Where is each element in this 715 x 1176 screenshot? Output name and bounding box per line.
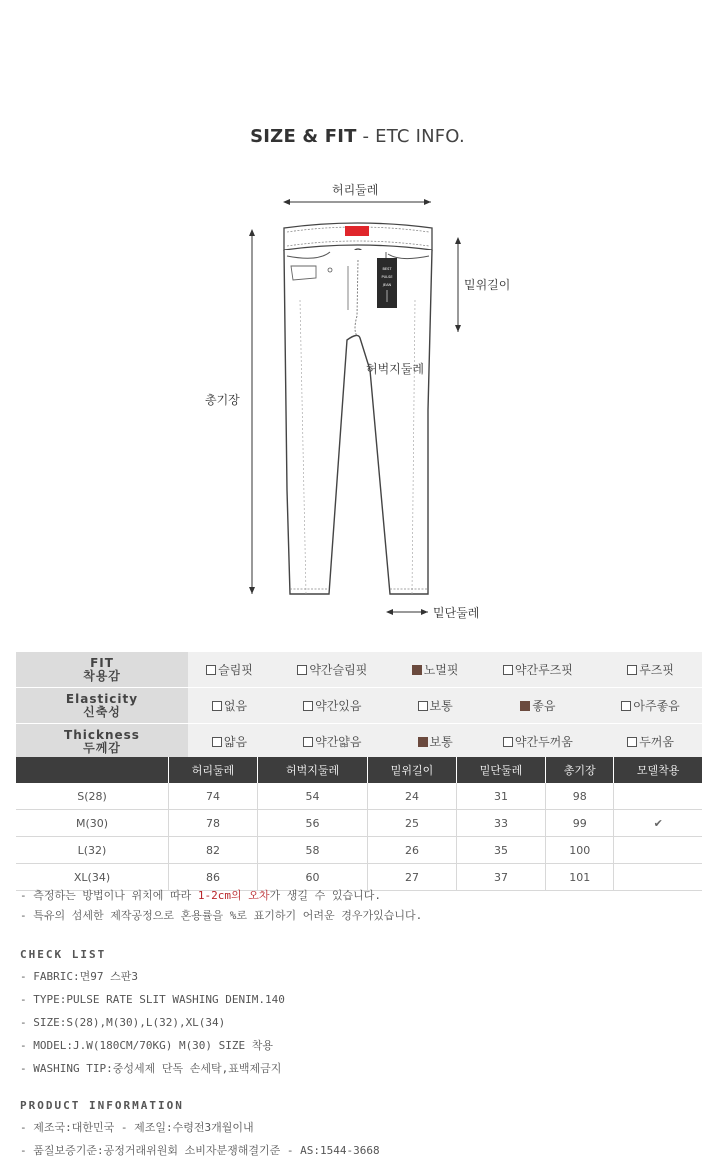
length-label: 총기장 [205, 393, 240, 407]
model-cell [614, 864, 702, 891]
option-label: 좋음 [532, 699, 556, 713]
model-cell [614, 783, 702, 810]
thickness-row [16, 724, 702, 760]
value-cell: 82 [169, 837, 258, 864]
fit-table [16, 652, 702, 760]
title-light: - ETC INFO. [356, 126, 465, 147]
table-row [16, 783, 702, 810]
note-text: 가 생길 수 있습니다. [269, 889, 381, 902]
thigh-label: 허벅지둘레 [366, 362, 424, 376]
thickness-option [188, 724, 271, 760]
checked-box-icon [412, 665, 422, 675]
list-item: - FABRIC:면97 스판3 [20, 970, 138, 983]
elasticity-option [477, 688, 600, 724]
option-label: 약간슬림핏 [309, 663, 368, 677]
note-text: - 측정하는 방법이나 위치에 따라 [20, 889, 198, 902]
value-cell: 100 [546, 837, 614, 864]
thickness-option [599, 724, 702, 760]
size-table [16, 757, 702, 891]
checkbox-icon [206, 665, 216, 675]
table-row [16, 810, 702, 837]
header-cell [16, 757, 169, 783]
value-cell: 37 [457, 864, 546, 891]
thickness-label-ko: 두께감 [83, 740, 121, 755]
note-highlight: 1-2cm의 오차 [197, 889, 270, 902]
value-cell: 35 [457, 837, 546, 864]
value-cell: 99 [546, 810, 614, 837]
header-cell: 총기장 [546, 757, 614, 783]
thickness-option [394, 724, 477, 760]
checkbox-icon [303, 737, 313, 747]
list-item: - MODEL:J.W(180CM/70KG) M(30) SIZE 착용 [20, 1039, 274, 1052]
pants-diagram [0, 170, 715, 640]
list-item: - WASHING TIP:중성세제 단독 손세탁,표백제금지 [20, 1062, 282, 1075]
value-cell: 27 [367, 864, 456, 891]
tag-line-2: PULSE [381, 275, 393, 279]
option-label: 아주좋음 [633, 699, 680, 713]
thickness-option [477, 724, 600, 760]
check-list-title: CHECK LIST [20, 948, 107, 961]
option-label: 두꺼움 [639, 735, 674, 749]
value-cell: 54 [258, 783, 368, 810]
fit-option [271, 652, 394, 688]
section-title [0, 126, 715, 147]
value-cell: 78 [169, 810, 258, 837]
fit-option [477, 652, 600, 688]
option-label: 얇음 [223, 735, 248, 749]
thickness-label-en: Thickness [64, 727, 140, 742]
value-cell: 60 [258, 864, 368, 891]
option-label: 약간두꺼움 [514, 735, 573, 749]
option-label: 약간얇음 [315, 735, 362, 749]
table-row [16, 837, 702, 864]
tag-line-1: BEST [382, 267, 392, 271]
checkbox-icon [418, 701, 428, 711]
checkbox-icon [297, 665, 307, 675]
measurement-notes [20, 886, 422, 926]
checkbox-icon [503, 737, 513, 747]
elasticity-option [599, 688, 702, 724]
note-line: - 특유의 섬세한 제작공정으로 혼용률을 %로 표기하기 어려운 경우가있습니다. [20, 909, 423, 922]
size-cell: S(28) [16, 783, 169, 810]
header-cell: 허리둘레 [169, 757, 258, 783]
value-cell: 56 [258, 810, 368, 837]
checkbox-icon [627, 737, 637, 747]
value-cell: 101 [546, 864, 614, 891]
option-label: 노멀핏 [423, 663, 459, 677]
note-line [20, 886, 422, 906]
elasticity-option [394, 688, 477, 724]
value-cell: 58 [258, 837, 368, 864]
elasticity-label-en: Elasticity [65, 691, 139, 706]
option-label: 슬림핏 [218, 663, 253, 677]
product-info-list [20, 1116, 380, 1162]
option-label: 없음 [223, 699, 248, 713]
option-label: 약간루즈핏 [514, 663, 573, 677]
model-cell [614, 837, 702, 864]
size-cell: M(30) [16, 810, 169, 837]
header-cell: 밑위길이 [367, 757, 456, 783]
model-check-icon: ✔ [614, 810, 702, 837]
thickness-option [271, 724, 394, 760]
checkbox-icon [303, 701, 313, 711]
thickness-row-head [16, 724, 188, 760]
list-item: - 제조국:대한민국 - 제조일:수령전3개월이내 [20, 1121, 254, 1134]
value-cell: 25 [367, 810, 456, 837]
checkbox-icon [621, 701, 631, 711]
fit-option [599, 652, 702, 688]
elasticity-option [188, 688, 271, 724]
elasticity-label-ko: 신축성 [83, 704, 121, 719]
waist-label: 허리둘레 [332, 183, 379, 197]
checkbox-icon [212, 701, 222, 711]
checkbox-icon [627, 665, 637, 675]
list-item: - TYPE:PULSE RATE SLIT WASHING DENIM.140 [20, 993, 285, 1006]
checked-box-icon [520, 701, 530, 711]
option-label: 약간있음 [315, 699, 362, 713]
fit-row-head [16, 652, 188, 688]
product-info-title: PRODUCT INFORMATION [20, 1099, 184, 1112]
title-strong: SIZE & FIT [250, 126, 357, 147]
tag-line-3: JEAN [382, 283, 392, 287]
fit-label-ko: 착용감 [83, 668, 121, 683]
fit-option [394, 652, 477, 688]
header-cell: 모델착용 [614, 757, 702, 783]
header-cell: 허벅지둘레 [258, 757, 368, 783]
elasticity-option [271, 688, 394, 724]
elasticity-row [16, 688, 702, 724]
check-list [20, 965, 285, 1080]
value-cell: 98 [546, 783, 614, 810]
fit-label-en: FIT [90, 655, 114, 670]
value-cell: 33 [457, 810, 546, 837]
checkbox-icon [212, 737, 222, 747]
value-cell: 86 [169, 864, 258, 891]
list-item: - 품질보증기준:공정거래위원회 소비자분쟁해결기준 - AS:1544-3668 [20, 1144, 380, 1157]
hem-label: 밑단둘레 [433, 606, 480, 620]
rise-label: 밑위길이 [464, 278, 511, 292]
fit-option [188, 652, 271, 688]
list-item: - SIZE:S(28),M(30),L(32),XL(34) [20, 1016, 226, 1029]
checked-box-icon [418, 737, 428, 747]
size-cell: XL(34) [16, 864, 169, 891]
option-label: 보통 [429, 699, 453, 713]
option-label: 루즈핏 [639, 663, 674, 677]
value-cell: 24 [367, 783, 456, 810]
size-table-header [16, 757, 702, 783]
elasticity-row-head [16, 688, 188, 724]
value-cell: 74 [169, 783, 258, 810]
value-cell: 31 [457, 783, 546, 810]
header-cell: 밑단둘레 [457, 757, 546, 783]
value-cell: 26 [367, 837, 456, 864]
size-cell: L(32) [16, 837, 169, 864]
checkbox-icon [503, 665, 513, 675]
fit-row [16, 652, 702, 688]
pants-illustration [0, 170, 715, 640]
option-label: 보통 [429, 735, 453, 749]
